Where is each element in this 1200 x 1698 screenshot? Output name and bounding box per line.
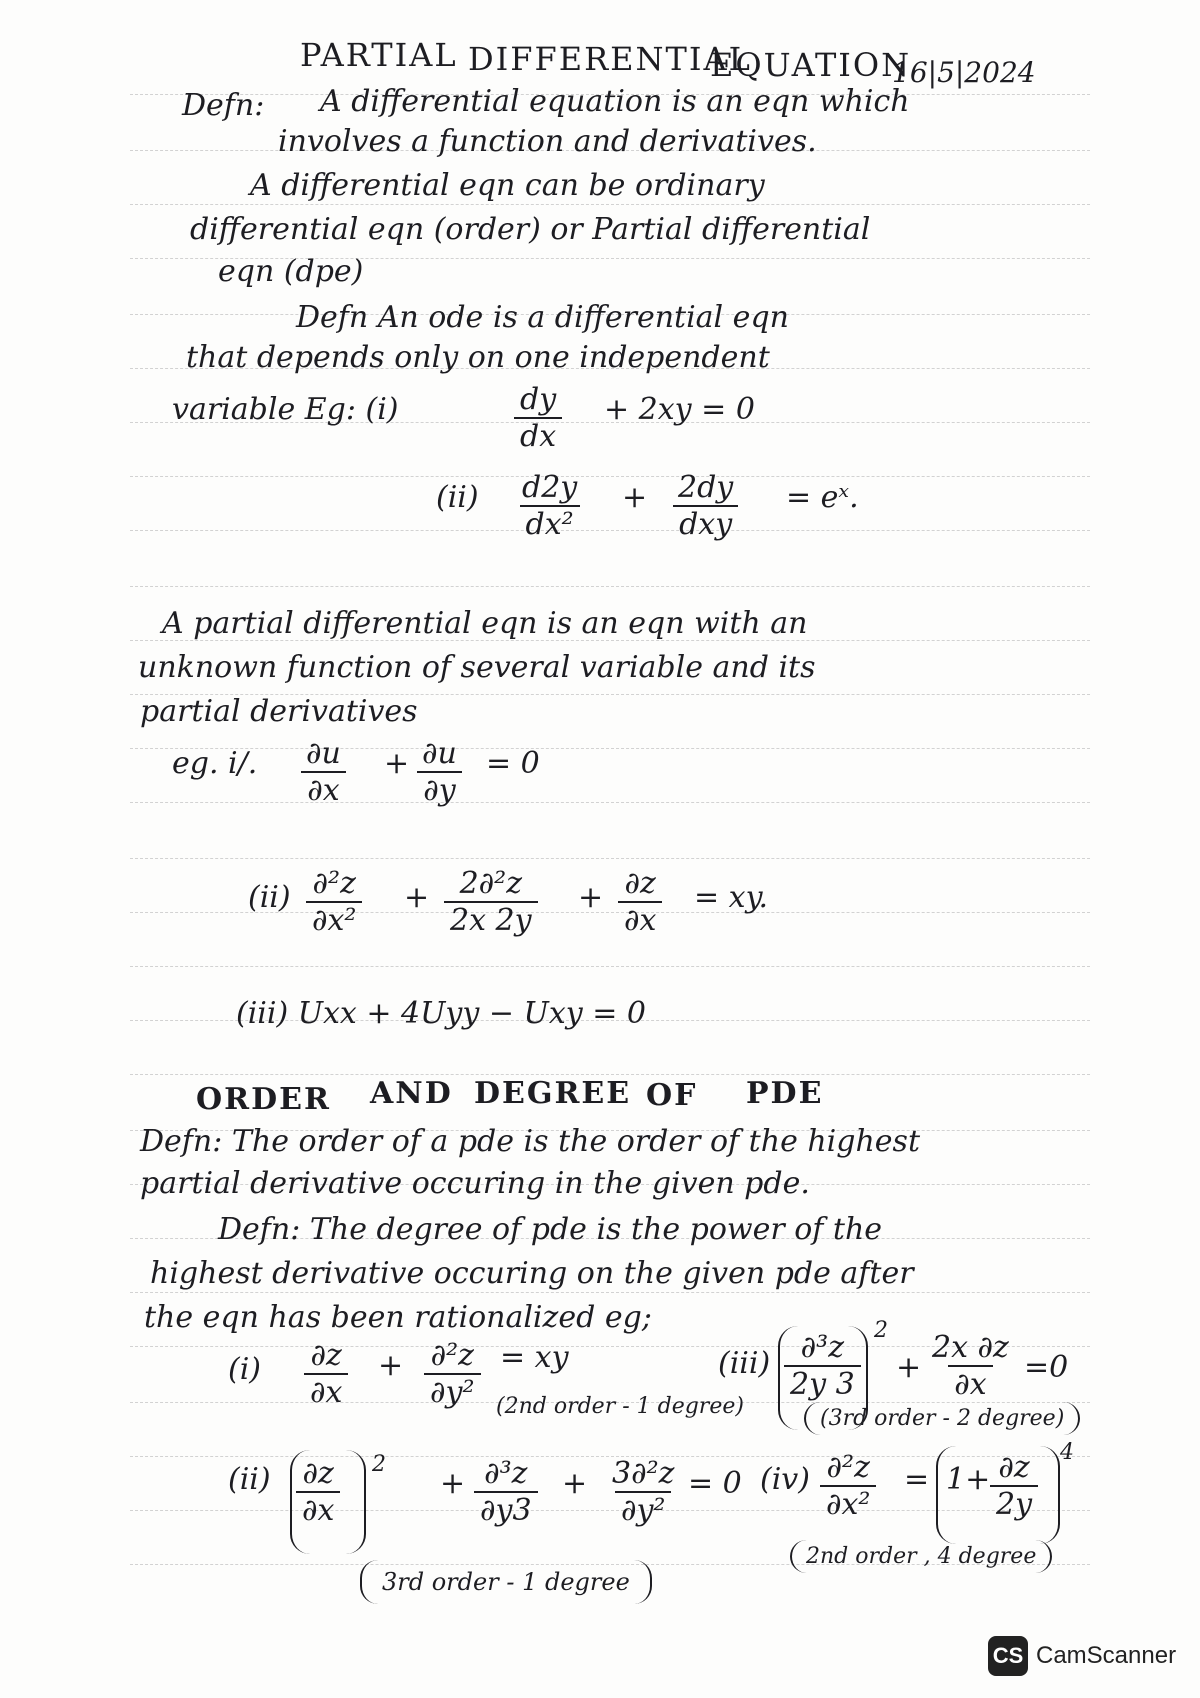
pde-eg1-fraction-2 (416, 736, 463, 808)
defn2-line-2: that depends only on one independent (186, 340, 770, 375)
ex4-f2-den: 2y (990, 1485, 1038, 1522)
ode-eg2-f2-num: 2dy (678, 470, 734, 505)
ex4-inner-lhs: 1+ (946, 1462, 991, 1497)
pde-eg2-fraction-2 (444, 866, 538, 938)
defn2-line-3: variable Eg: (i) (172, 392, 399, 427)
ex3-plus: + (896, 1350, 922, 1385)
ode-eg1-fraction (514, 382, 562, 454)
ex3-f2-num: 2x ∂z (932, 1330, 1009, 1365)
page-date: 16|5|2024 (892, 56, 1036, 89)
ex2-label: (ii) (228, 1462, 271, 1497)
heading-word-and: AND (370, 1076, 453, 1111)
pde-eg2-fraction-3 (618, 866, 662, 938)
pde-eg1-plus: + (384, 746, 410, 781)
ex1-f2-num: ∂²z (430, 1338, 474, 1373)
ex4-f2-num: ∂z (998, 1450, 1030, 1485)
ode-eg1-rest: + 2xy = 0 (604, 392, 755, 427)
pde-eg1-f1-den: ∂x (301, 771, 345, 808)
ex2-f1-den: ∂x (296, 1491, 340, 1528)
order-defn-line-2: partial derivative occuring in the given pde. (140, 1166, 810, 1201)
ex4-exponent: 4 (1060, 1440, 1074, 1465)
degree-defn-line-3: the eqn has been rationalized eg; (144, 1300, 652, 1335)
ex1-note: (2nd order - 1 degree) (496, 1394, 744, 1419)
pde-eg3: (iii) Uxx + 4Uyy − Uxy = 0 (236, 996, 646, 1031)
ex1-label: (i) (228, 1352, 262, 1387)
ex4-f1-num: ∂²z (826, 1450, 870, 1485)
pde-eg1-f1-num: ∂u (306, 736, 341, 771)
ex1-f1-num: ∂z (310, 1338, 342, 1373)
title-word-equation: EQUATION (710, 46, 912, 84)
defn1-line-1: A differential equation is an eqn which (320, 84, 910, 119)
ex2-f3-den: ∂y² (615, 1491, 672, 1528)
ex2-fraction-2 (474, 1456, 538, 1528)
ex1-f2-den: ∂y² (424, 1373, 481, 1410)
ex3-note: (3rd order - 2 degree) (804, 1402, 1080, 1435)
ex4-equals: = (904, 1462, 930, 1497)
ex2-f2-num: ∂³z (484, 1456, 528, 1491)
ode-eg2-f2-den: dxy (673, 505, 738, 542)
ex4-f1-den: ∂x² (820, 1485, 876, 1522)
ex3-label: (iii) (718, 1346, 771, 1381)
order-defn-line-1: Defn: The order of a pde is the order of the highest (140, 1124, 920, 1159)
pde-eg2-fraction-1 (306, 866, 362, 938)
ex4-label: (iv) (760, 1462, 810, 1497)
pde-eg2-f3-den: ∂x (618, 901, 662, 938)
pde-line-3: partial derivatives (140, 694, 418, 729)
ex3-f1-den: 2y 3 (784, 1365, 861, 1402)
ex2-note: 3rd order - 1 degree (360, 1560, 652, 1604)
camscanner-watermark (988, 1636, 1176, 1676)
pde-eg1-f2-num: ∂u (422, 736, 457, 771)
ex3-f1-num: ∂³z (800, 1330, 845, 1365)
pde-eg2-f2-den: 2x 2y (444, 901, 538, 938)
ode-eg2-f1-den: dx² (520, 505, 580, 542)
ex4-note: 2nd order , 4 degree (790, 1540, 1052, 1573)
ode-eg2-f1-num: d2y (522, 470, 578, 505)
defn1-line-5: eqn (dpe) (218, 254, 364, 289)
ode-eg2-plus: + (622, 480, 648, 515)
defn1-line-3: A differential eqn can be ordinary (250, 168, 765, 203)
pde-eg2-f1-den: ∂x² (306, 901, 362, 938)
ex1-plus: + (378, 1348, 404, 1383)
heading-word-degree: DEGREE (474, 1076, 632, 1111)
ex3-f2-den: ∂x (948, 1365, 992, 1402)
degree-defn-line-1: Defn: The degree of pde is the power of the (218, 1212, 883, 1247)
ex1-fraction-1 (304, 1338, 348, 1410)
pde-eg2-plus-1: + (404, 880, 430, 915)
ex1-f1-den: ∂x (304, 1373, 348, 1410)
pde-eg-label: eg. i/. (172, 746, 258, 781)
ex3-exponent: 2 (874, 1318, 888, 1343)
ex2-plus-1: + (440, 1466, 466, 1501)
ex2-plus-2: + (562, 1466, 588, 1501)
defn-label: Defn: (182, 88, 265, 123)
pde-eg2-f3-num: ∂z (624, 866, 656, 901)
defn2-line-1: Defn An ode is a differential eqn (296, 300, 789, 335)
ex2-rhs: = 0 (688, 1466, 742, 1501)
ex4-fraction-1 (820, 1450, 876, 1522)
ex3-fraction-1 (784, 1330, 861, 1402)
pde-eg1-rhs: = 0 (486, 746, 540, 781)
pde-eg2-rhs: = xy. (694, 880, 769, 915)
ex2-fraction-3 (606, 1456, 680, 1528)
degree-defn-line-2: highest derivative occuring on the given pde after (150, 1256, 914, 1291)
heading-word-order: ORDER (196, 1082, 331, 1117)
ode-eg2-fraction-1 (516, 470, 583, 542)
heading-word-pde: PDE (746, 1076, 824, 1111)
pde-eg2-f1-num: ∂²z (312, 866, 356, 901)
pde-eg2-plus-2: + (578, 880, 604, 915)
title-word-partial: PARTIAL (300, 36, 458, 74)
camscanner-logo-icon: CS (988, 1636, 1028, 1676)
title-word-differential: DIFFERENTIAL (468, 40, 752, 78)
ex2-f2-den: ∂y3 (474, 1491, 538, 1528)
pde-line-1: A partial differential eqn is an eqn with an (162, 606, 808, 641)
heading-word-of: OF (646, 1078, 698, 1113)
pde-line-2: unknown function of several variable and its (138, 650, 816, 685)
ex4-fraction-2 (990, 1450, 1038, 1522)
ex1-fraction-2 (424, 1338, 481, 1410)
pde-eg1-f2-den: ∂y (417, 771, 461, 808)
defn1-line-4: differential eqn (order) or Partial differential (190, 212, 871, 247)
ode-eg2-label: (ii) (436, 480, 479, 515)
pde-eg2-f2-num: 2∂²z (459, 866, 522, 901)
camscanner-name: CamScanner (1036, 1642, 1177, 1669)
ex3-rhs: =0 (1024, 1350, 1069, 1385)
ex3-fraction-2 (926, 1330, 1015, 1402)
pde-eg2-label: (ii) (248, 880, 291, 915)
pde-eg1-fraction-1 (300, 736, 347, 808)
ex2-f3-num: 3∂²z (612, 1456, 675, 1491)
ex2-f1-num: ∂z (302, 1456, 334, 1491)
ex2-fraction-1 (296, 1456, 340, 1528)
ode-eg2-rhs: = eˣ. (786, 480, 859, 515)
ex2-exponent: 2 (372, 1452, 386, 1477)
ode-eg2-fraction-2 (672, 470, 739, 542)
ex1-rhs: = xy (500, 1340, 569, 1375)
ode-eg1-den: dx (514, 417, 562, 454)
defn1-line-2: involves a function and derivatives. (278, 124, 817, 159)
ode-eg1-num: dy (520, 382, 557, 417)
